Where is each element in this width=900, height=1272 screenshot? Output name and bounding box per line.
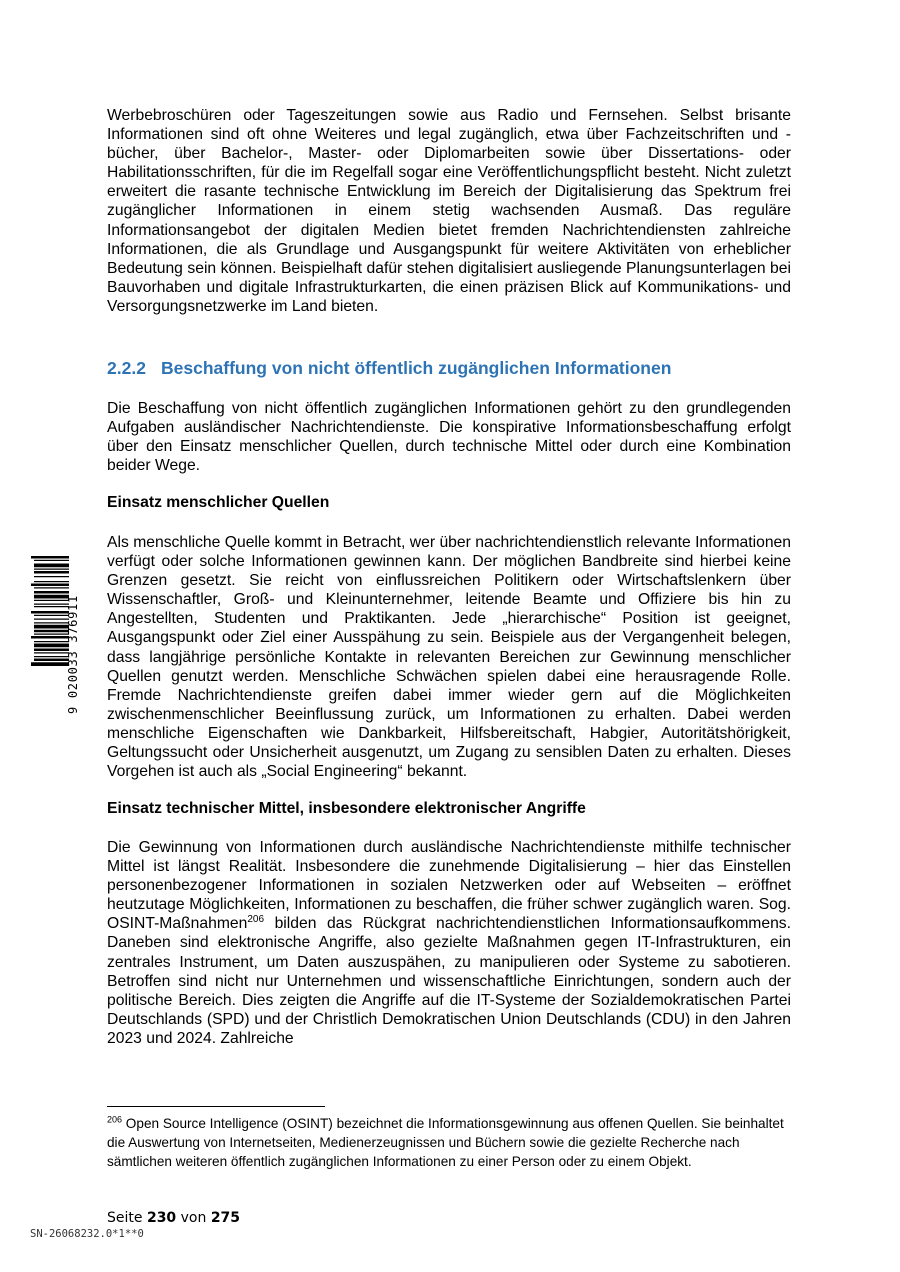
barcode-number-text: 9 020033 376911 <box>66 595 80 714</box>
footnote-separator <box>107 1106 325 1107</box>
paragraph-human-sources: Als menschliche Quelle kommt in Betracht, wer über nachrichtendienstlich relevante Informationen verfügt oder solche Informationen gewinnen kann. Der möglichen Bandbreite sind hierbei keine Grenzen gesetzt. Sie reicht von einflussreichen Politikern oder Wirtschaftslenkern über Wissenschaftler, Groß- und Kleinunternehmer, leitende Beamte und Offiziere bis hin zu Angestellten, Studenten und Praktikanten. Jede „hierarchische“ Position ist geeignet, Ausgangspunkt oder Ziel einer Ausspähung zu sein. Beispiele aus der Vergangenheit belegen, dass langjährige persönliche Kontakte in relevanten Bereichen zur Gewinnung menschlicher Quellen genutzt werden. Menschliche Schwächen spielen dabei eine herausragende Rolle. Fremde Nachrichtendienste greifen dabei immer wieder gern auf die Möglichkeiten zwischenmenschlicher Beeinflussung zurück, um Informationen zu erhalten. Dabei werden menschliche Eigenschaften wie Dankbarkeit, Hilfsbereitschaft, Habgier, Autoritätshörigkeit, Geltungssucht oder Unsicherheit ausgenutzt, um Zugang zu sensiblen Daten zu erhalten. Dieses Vorgehen ist auch als „Social Engineering“ bekannt. <box>107 534 791 781</box>
footnote-number: 206 <box>107 1114 123 1125</box>
barcode-image <box>31 556 69 714</box>
subheading-human-sources: Einsatz menschlicher Quellen <box>107 494 330 511</box>
paragraph-technical-means <box>107 838 791 1048</box>
paragraph-text-part-1: Die Gewinnung von Informationen durch ausländische Nachrichtendienste mithilfe technischer Mittel ist längst Realität. Insbesondere die zunehmende Digitalisierung – hier das Einstellen personenbezogener Informationen in sozialen Netzwerken oder auf Webseiten – eröffnet heutzutage Möglichkeiten, Informationen zu beschaffen, die früher schwer zugänglich waren. Sog. OSINT-Maßnahmen <box>107 839 791 933</box>
section-title: Beschaffung von nicht öffentlich zugänglichen Informationen <box>161 358 672 378</box>
paragraph-text-part-2: bilden das Rückgrat nachrichtendienstlichen Informationsaufkommens. Daneben sind elektronische Angriffe, also gezielte Maßnahmen gegen IT-Infrastrukturen, ein zentrales Instrument, um Daten auszuspähen, zu manipulieren oder Systeme zu sabotieren. Betroffen sind nicht nur Unternehmen und wissenschaftliche Einrichtungen, sondern auch der politische Bereich. Dies zeigten die Angriffe auf die IT-Systeme der Sozialdemokratischen Partei Deutschlands (SPD) und der Christlich Demokratischen Union Deutschlands (CDU) in den Jahren 2023 und 2024. Zahlreiche <box>107 915 791 1047</box>
footnote <box>107 1114 797 1171</box>
page-number <box>107 1210 240 1226</box>
page-number-current: 230 <box>146 1210 177 1226</box>
document-id: SN-26068232.0*1**0 <box>30 1228 144 1240</box>
subheading-technical-means: Einsatz technischer Mittel, insbesondere elektronischer Angriffe <box>107 800 586 817</box>
paragraph-open-sources: Werbebroschüren oder Tageszeitungen sowie aus Radio und Fernsehen. Selbst brisante Informationen sind oft ohne Weiteres und legal zugänglich, etwa über Fachzeitschriften und -bücher, über Bachelor-, Master- oder Diplomarbeiten sowie über Dissertations- oder Habilitationsschriften, für die im Regelfall sogar eine Veröffentlichungspflicht besteht. Nicht zuletzt erweitert die rasante technische Entwicklung im Bereich der Digitalisierung das Spektrum frei zugänglicher Informationen in einem stetig wachsenden Ausmaß. Das reguläre Informationsangebot der digitalen Medien bietet fremden Nachrichtendiensten zahlreiche Informationen, die als Grundlage und Ausgangspunkt für weitere Aktivitäten von erheblicher Bedeutung sein können. Beispielhaft dafür stehen digitalisiert ausliegende Planungsunterlagen bei Bauvorhaben und digitale Infrastrukturkarten, die einen präzisen Blick auf Kommunikations- und Versorgungsnetzwerke im Land bieten. <box>107 107 791 315</box>
barcode-number <box>66 556 80 714</box>
page-number-total: 275 <box>210 1210 241 1226</box>
page-number-prefix: Seite <box>107 1210 147 1226</box>
footnote-reference[interactable]: 206 <box>247 914 265 926</box>
section-heading <box>107 358 671 379</box>
paragraph-intro: Die Beschaffung von nicht öffentlich zugänglichen Informationen gehört zu den grundlegenden Aufgaben ausländischer Nachrichtendienste. Die konspirative Informationsbeschaffung erfolgt über den Einsatz menschlicher Quellen, durch technische Mittel oder durch eine Kombination beider Wege. <box>107 400 791 475</box>
page-number-separator: von <box>176 1210 211 1226</box>
footnote-text: Open Source Intelligence (OSINT) bezeichnet die Informationsgewinnung aus offenen Quellen. Sie beinhaltet die Auswertung von Internetseiten, Medienerzeugnissen und Büchern sowie die gezielte Recherche nach sämtlichen weiteren öffentlich zugänglichen Informationen zu einer Person oder zu einem Objekt. <box>107 1116 784 1169</box>
section-number: 2.2.2 <box>107 358 146 378</box>
